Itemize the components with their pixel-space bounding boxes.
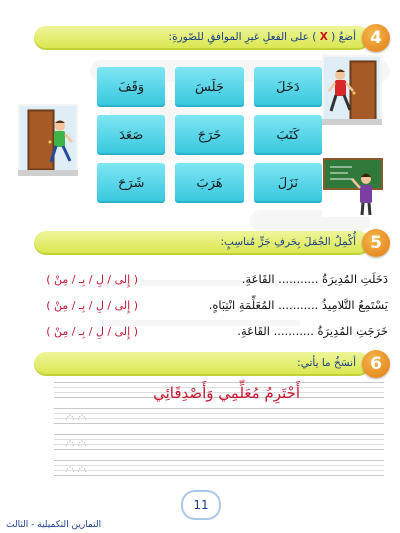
boy-exiting-door-illustration <box>18 104 78 176</box>
section-4-number: 4 <box>362 24 390 52</box>
sentence-2: يَسْتَمِعُ التَّلامِيذُ ........... المُعَلِّمَةِ انْتِبَاهٍ. <box>208 298 388 312</box>
dotted-guide-row-3 <box>62 460 92 476</box>
section-6-number: 6 <box>362 350 390 378</box>
verb-tile[interactable]: شَرَحَ <box>97 163 165 203</box>
verb-tile[interactable]: وَقَفَ <box>97 67 165 107</box>
preposition-choices-3[interactable]: ( إِلى / لِ / بِـ / مِنْ ) <box>46 325 138 338</box>
sentence-3: خَرَجَتِ المُدِيرَةُ ........... القَاعَةِ. <box>237 324 388 338</box>
handwriting-lines-4[interactable] <box>54 460 384 476</box>
verb-tile[interactable]: صَعَدَ <box>97 115 165 155</box>
dotted-guide-row-1 <box>62 408 92 424</box>
dotted-guide-row-2 <box>62 434 92 450</box>
preposition-choices-2[interactable]: ( إِلى / لِ / بِـ / مِنْ ) <box>46 299 138 312</box>
boy-entering-door-illustration <box>322 55 382 125</box>
verb-tile[interactable]: دَخَلَ <box>254 67 322 107</box>
verb-tile[interactable]: جَلَسَ <box>175 67 243 107</box>
page-number: 11 <box>181 490 221 520</box>
handwriting-lines-2[interactable] <box>54 408 384 424</box>
preposition-choices-1[interactable]: ( إِلى / لِ / بِـ / مِنْ ) <box>46 273 138 286</box>
verb-tile[interactable]: خَرَجَ <box>175 115 243 155</box>
section-5-title: أُكْمِلُ الجُمَلَ بِحَرفِ جَرٍّ مُناسِبٍ: <box>220 236 356 248</box>
sentence-1: دَخَلَتِ المُدِيرَةُ ........... القَاعَةِ. <box>241 272 388 286</box>
teacher-at-board-illustration <box>322 155 384 217</box>
verb-tile[interactable]: كَتَبَ <box>254 115 322 155</box>
section-5-number: 5 <box>362 229 390 257</box>
x-mark-symbol: X <box>319 31 328 43</box>
copy-model-sentence: أَحْتَرِمُ مُعَلِّمِي وَأَصْدِقَائِي <box>153 384 300 402</box>
verb-tile[interactable]: هَرَبَ <box>175 163 243 203</box>
section-6-title: أنسَخُ ما يأتي: <box>297 357 356 369</box>
verb-grid <box>97 67 322 203</box>
verb-tile[interactable]: نَزَلَ <box>254 163 322 203</box>
book-title: التمارين التكميلية - الثالث <box>6 520 102 530</box>
handwriting-lines-3[interactable] <box>54 434 384 450</box>
section-4-title: أضعُ ( X ) على الفعلِ غيرِ الموافقِ للصّورةِ: <box>168 31 356 43</box>
